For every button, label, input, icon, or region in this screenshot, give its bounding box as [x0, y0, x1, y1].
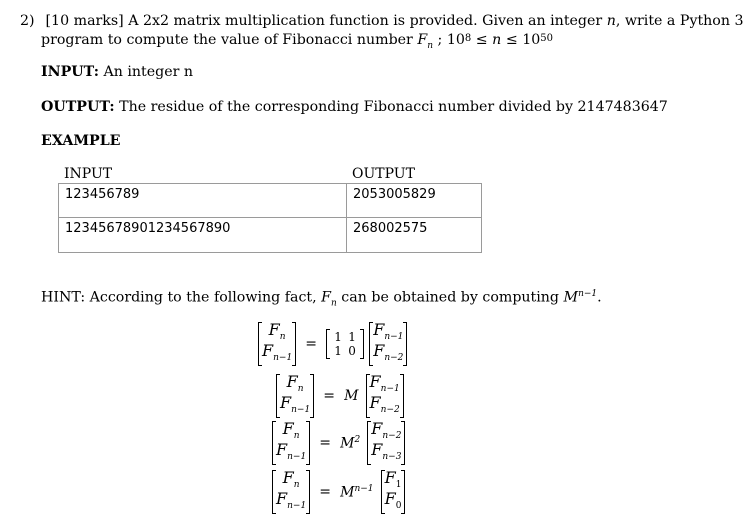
sub-n-1: n−1: [273, 353, 293, 364]
M-squared: [340, 435, 362, 452]
table-cell: 268002575: [346, 217, 482, 253]
question-text-1: [10 marks] A 2x2 matrix multiplication function is provided. Given an integer: [45, 13, 607, 29]
table-cell: 2053005829: [346, 183, 482, 218]
vector-rhs: [381, 470, 406, 514]
question-text-2-mid: ; 10: [433, 32, 465, 48]
output-line: [41, 99, 668, 115]
var-n-2: n: [492, 32, 502, 48]
output-label: OUTPUT:: [41, 99, 115, 115]
F-symbol: F: [282, 468, 294, 487]
matrix-M: [326, 329, 364, 359]
sub-n-1: n−1: [287, 452, 307, 463]
F-symbol: F: [369, 393, 381, 413]
sub-n-1: n−1: [291, 405, 311, 416]
exponent: 2: [354, 434, 361, 445]
input-text: An integer n: [98, 64, 194, 80]
vector-lhs: [258, 322, 296, 366]
F-symbol: F: [286, 372, 298, 391]
F-symbol: F: [373, 320, 385, 339]
exp-high: 50: [540, 33, 554, 44]
F-symbol: F: [280, 393, 292, 413]
sub-n-1: n−1: [380, 384, 400, 395]
matrix-entry: 0: [348, 344, 356, 359]
input-label: INPUT:: [41, 64, 99, 80]
equals-sign: =: [323, 388, 336, 405]
sub-n-1: n−1: [384, 332, 404, 343]
matrix-entry: 1: [334, 344, 342, 359]
F-symbol: F: [369, 372, 381, 391]
hint-F-sub: n: [331, 298, 337, 309]
question-line-2: [41, 30, 553, 55]
matrix-entry: 1: [348, 330, 356, 345]
vector-rhs: [367, 421, 405, 465]
F-symbol: F: [371, 419, 383, 438]
M-power: [340, 484, 375, 501]
sub-0: 0: [395, 501, 402, 512]
sub-n: n: [293, 480, 300, 491]
question-text-2: program to compute the value of Fibonacci number: [41, 32, 418, 48]
sub-1: 1: [395, 480, 402, 491]
sub-n-2: n−2: [384, 353, 404, 364]
equation-1: [258, 322, 407, 366]
sub-n-3: n−3: [382, 452, 402, 463]
hint-M: M: [563, 289, 579, 306]
sub-n-2: n−2: [382, 431, 402, 442]
vector-rhs: [366, 374, 404, 418]
hint-F: F: [321, 289, 331, 306]
F-symbol: F: [276, 440, 288, 460]
hint-line: [41, 289, 602, 309]
sub-n-1: n−1: [287, 501, 307, 512]
output-text: The residue of the corresponding Fibonacci number divided by 2147483647: [114, 99, 668, 115]
vector-lhs: [272, 470, 310, 514]
M-symbol: M: [340, 484, 355, 501]
question-line-1: [20, 13, 744, 30]
sub-n-2: n−2: [380, 405, 400, 416]
equation-2: [276, 374, 404, 418]
question-text-1-end: , write a Python 3: [615, 13, 744, 29]
equation-4: [272, 470, 405, 514]
rel-1: ≤: [471, 32, 493, 48]
vector-lhs: [272, 421, 310, 465]
sub-n: n: [297, 384, 304, 395]
equals-sign: =: [319, 435, 332, 452]
F-symbol: F: [276, 489, 288, 509]
hint-end: .: [597, 289, 602, 306]
F-symbol: F: [262, 341, 274, 361]
matrix-entry: 1: [334, 330, 342, 345]
equals-sign: =: [305, 336, 318, 353]
F-symbol: F: [268, 320, 280, 339]
equals-sign: =: [319, 484, 332, 501]
hint-text: HINT: According to the following fact,: [41, 289, 322, 306]
M-symbol: M: [344, 388, 359, 405]
table-cell: 12345678901234567890: [58, 217, 347, 253]
M-symbol: M: [340, 435, 355, 452]
F-symbol: F: [384, 468, 396, 487]
F-symbol: F: [384, 489, 396, 509]
hint-M-exp: n−1: [578, 289, 598, 299]
example-heading: EXAMPLE: [41, 133, 121, 149]
F-symbol: F: [282, 419, 294, 438]
exponent: n−1: [354, 483, 374, 494]
F-symbol: F: [371, 440, 383, 460]
table-cell: 123456789: [58, 183, 347, 218]
sub-n: n: [293, 431, 300, 442]
equation-3: [272, 421, 405, 465]
var-n: n: [606, 13, 616, 29]
F-symbol: F: [373, 341, 385, 361]
exp-low: 8: [464, 33, 472, 44]
table-header-input: INPUT: [64, 166, 113, 182]
sub-n: n: [279, 332, 286, 343]
var-F: F: [417, 32, 428, 48]
rel-2: ≤ 10: [501, 32, 541, 48]
input-line: [41, 64, 193, 80]
hint-mid: can be obtained by computing: [336, 289, 564, 306]
var-F-sub: n: [427, 40, 434, 51]
vector-rhs: [369, 322, 407, 366]
question-number: 2): [20, 13, 35, 29]
table-header-output: OUTPUT: [352, 166, 415, 182]
vector-lhs: [276, 374, 314, 418]
